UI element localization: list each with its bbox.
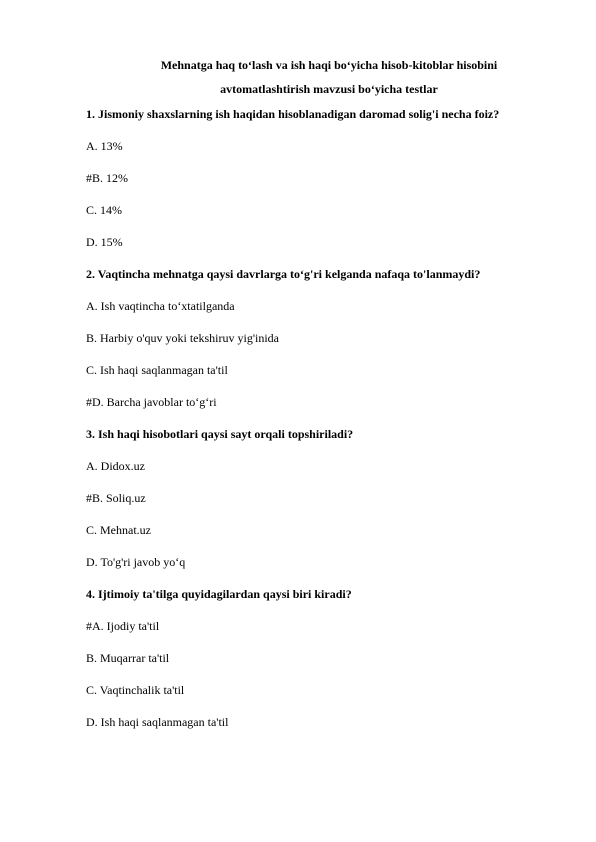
question-block-3 — [86, 423, 548, 573]
option-a: A. Didox.uz — [86, 459, 145, 473]
option-c: C. 14% — [86, 203, 122, 217]
option-c: C. Ish haqi saqlanmagan ta'til — [86, 363, 228, 377]
option-a: A. 13% — [86, 139, 123, 153]
question-block-2 — [86, 263, 548, 413]
question-text: 2. Vaqtincha mehnatga qaysi davrlarga to‘g'ri kelganda nafaqa to'lanmaydi? — [86, 267, 481, 281]
option-d: D. Ish haqi saqlanmagan ta'til — [86, 715, 229, 729]
question-block-1 — [86, 103, 548, 253]
option-d: #D. Barcha javoblar to‘g‘ri — [86, 395, 217, 409]
question-block-4 — [86, 583, 548, 733]
option-d: D. To'g'ri javob yo‘q — [86, 555, 186, 569]
page-title — [86, 53, 548, 101]
option-a: #A. Ijodiy ta'til — [86, 619, 160, 633]
title-line-1: Mehnatga haq to‘lash va ish haqi bo‘yicha hisob-kitoblar hisobini — [160, 58, 498, 72]
option-c: C. Mehnat.uz — [86, 523, 151, 537]
option-b: B. Muqarrar ta'til — [86, 651, 170, 665]
option-d: D. 15% — [86, 235, 123, 249]
question-text: 4. Ijtimoiy ta'tilga quyidagilardan qaysi biri kiradi? — [86, 587, 352, 601]
option-b: B. Harbiy o'quv yoki tekshiruv yig'inida — [86, 331, 279, 345]
question-text: 3. Ish haqi hisobotlari qaysi sayt orqali topshiriladi? — [86, 427, 354, 441]
option-c: C. Vaqtinchalik ta'til — [86, 683, 185, 697]
title-line-2: avtomatlashtirish mavzusi bo‘yicha testlar — [220, 82, 438, 96]
option-b: #B. 12% — [86, 171, 128, 185]
option-a: A. Ish vaqtincha to‘xtatilganda — [86, 299, 235, 313]
question-text: 1. Jismoniy shaxslarning ish haqidan hisoblanadigan daromad solig'i necha foiz? — [86, 107, 500, 121]
option-b: #B. Soliq.uz — [86, 491, 146, 505]
